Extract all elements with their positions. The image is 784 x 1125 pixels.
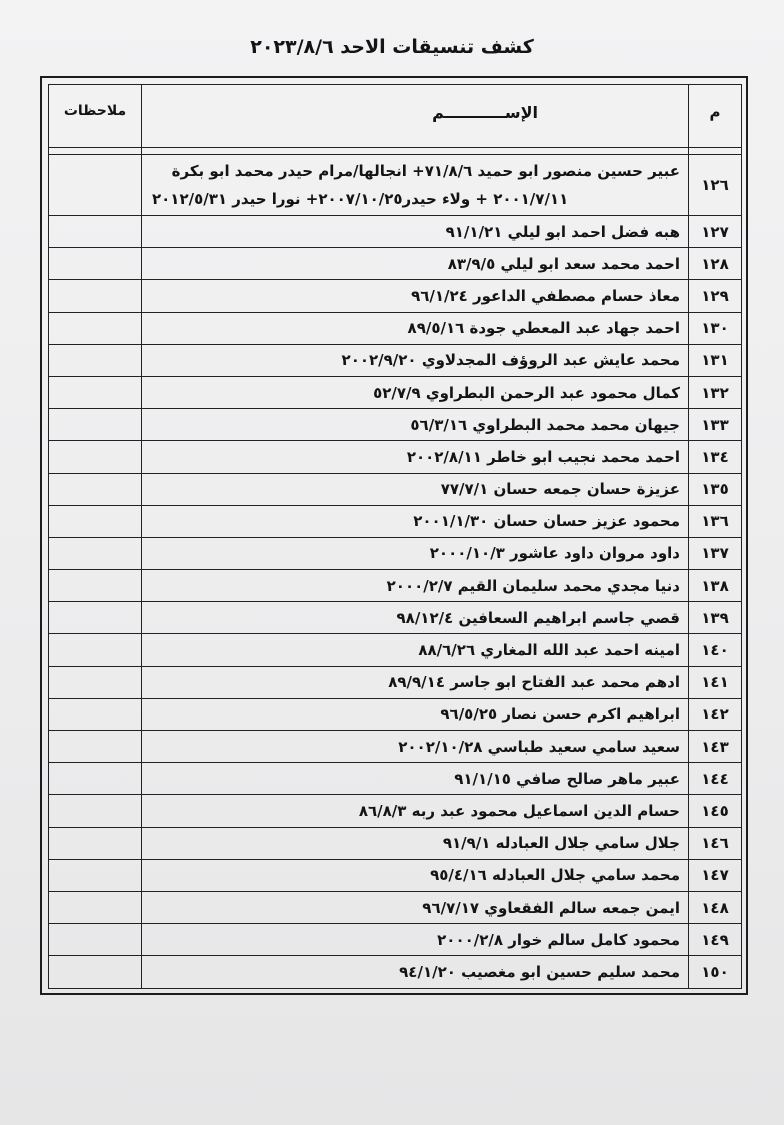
table-row — [49, 409, 742, 441]
row-notes — [49, 216, 142, 248]
row-name: محمد سامي جلال العبادله ٩٥/٤/١٦ — [142, 859, 689, 891]
row-number: ١٣٦ — [689, 505, 742, 537]
row-notes — [49, 763, 142, 795]
row-notes — [49, 344, 142, 376]
table-row — [49, 505, 742, 537]
row-notes — [49, 312, 142, 344]
row-number: ١٣٣ — [689, 409, 742, 441]
table-row — [49, 570, 742, 602]
table-row — [49, 666, 742, 698]
row-number: ١٢٨ — [689, 248, 742, 280]
row-number: ١٤٧ — [689, 859, 742, 891]
row-number: ١٣١ — [689, 344, 742, 376]
row-name: ادهم محمد عبد الفتاح ابو جاسر ٨٩/٩/١٤ — [142, 666, 689, 698]
table-row — [49, 956, 742, 988]
row-number: ١٣٠ — [689, 312, 742, 344]
row-notes — [49, 409, 142, 441]
row-notes — [49, 795, 142, 827]
row-number: ١٣٤ — [689, 441, 742, 473]
row-name: قصي جاسم ابراهيم السعافين ٩٨/١٢/٤ — [142, 602, 689, 634]
row-notes — [49, 537, 142, 569]
row-name: احمد جهاد عبد المعطي جودة ٨٩/٥/١٦ — [142, 312, 689, 344]
row-number: ١٣٢ — [689, 376, 742, 408]
table-row — [49, 441, 742, 473]
row-number: ١٣٥ — [689, 473, 742, 505]
row-number: ١٤١ — [689, 666, 742, 698]
row-name: سعيد سامي سعيد طباسي ٢٠٠٢/١٠/٢٨ — [142, 731, 689, 763]
row-number: ١٢٧ — [689, 216, 742, 248]
row-notes — [49, 956, 142, 988]
table-row — [49, 344, 742, 376]
table-row — [49, 698, 742, 730]
table-row — [49, 795, 742, 827]
row-name: حسام الدين اسماعيل محمود عبد ربه ٨٦/٨/٣ — [142, 795, 689, 827]
row-name: محمد سليم حسين ابو مغصيب ٩٤/١/٢٠ — [142, 956, 689, 988]
row-number: ١٥٠ — [689, 956, 742, 988]
row-notes — [49, 376, 142, 408]
row-notes — [49, 666, 142, 698]
row-number: ١٤٦ — [689, 827, 742, 859]
table-row — [49, 280, 742, 312]
row-name: كمال محمود عبد الرحمن البطراوي ٥٢/٧/٩ — [142, 376, 689, 408]
table-row — [49, 763, 742, 795]
table-row — [49, 891, 742, 923]
row-number: ١٤٩ — [689, 924, 742, 956]
table-row — [49, 859, 742, 891]
header-name: الإســـــــــــم — [142, 85, 689, 148]
row-notes — [49, 634, 142, 666]
row-name: جيهان محمد محمد البطراوي ٥٦/٣/١٦ — [142, 409, 689, 441]
row-name-line-1: عبير حسين منصور ابو حميد ٧١/٨/٦+ انجالها/مرام حيدر محمد ابو بكرة — [171, 162, 680, 180]
table-row — [49, 473, 742, 505]
row-notes — [49, 891, 142, 923]
row-notes — [49, 859, 142, 891]
row-notes — [49, 441, 142, 473]
row-name: محمد عايش عبد الروؤف المجدلاوي ٢٠٠٢/٩/٢٠ — [142, 344, 689, 376]
row-name: داود مروان داود عاشور ٢٠٠٠/١٠/٣ — [142, 537, 689, 569]
row-number: ١٤٨ — [689, 891, 742, 923]
header-num: م — [689, 85, 742, 148]
table-row — [49, 216, 742, 248]
page-title: كشف تنسيقات الاحد ٢٠٢٣/٨/٦ — [250, 36, 534, 58]
row-name: ابراهيم اكرم حسن نصار ٩٦/٥/٢٥ — [142, 698, 689, 730]
row-notes — [49, 698, 142, 730]
row-name: دنيا مجدي محمد سليمان القيم ٢٠٠٠/٢/٧ — [142, 570, 689, 602]
row-name: جلال سامي جلال العبادله ٩١/٩/١ — [142, 827, 689, 859]
row-name: احمد محمد نجيب ابو خاطر ٢٠٠٢/٨/١١ — [142, 441, 689, 473]
table-header-row — [49, 85, 742, 148]
row-number: ١٣٨ — [689, 570, 742, 602]
row-notes — [49, 602, 142, 634]
row-notes — [49, 505, 142, 537]
row-number: ١٤٤ — [689, 763, 742, 795]
table-row — [49, 924, 742, 956]
row-name: عبير ماهر صالح صافي ٩١/١/١٥ — [142, 763, 689, 795]
row-number: ١٤٠ — [689, 634, 742, 666]
row-notes — [49, 924, 142, 956]
row-name: عزيزة حسان جمعه حسان ٧٧/٧/١ — [142, 473, 689, 505]
row-number: ١٤٥ — [689, 795, 742, 827]
table-row — [49, 731, 742, 763]
row-notes — [49, 827, 142, 859]
table-frame — [40, 76, 748, 995]
row-name: محمود كامل سالم خوار ٢٠٠٠/٢/٨ — [142, 924, 689, 956]
row-number: ١٣٩ — [689, 602, 742, 634]
table-body — [49, 148, 742, 989]
header-gap — [49, 148, 742, 155]
row-notes — [49, 570, 142, 602]
row-name: محمود عزيز حسان حسان ٢٠٠١/١/٣٠ — [142, 505, 689, 537]
row-notes — [49, 155, 142, 216]
table-row — [49, 312, 742, 344]
row-number: ١٢٩ — [689, 280, 742, 312]
table-row — [49, 248, 742, 280]
row-name: معاذ حسام مصطفي الداعور ٩٦/١/٢٤ — [142, 280, 689, 312]
row-notes — [49, 248, 142, 280]
table-row — [49, 602, 742, 634]
names-table — [48, 84, 742, 989]
row-name: ايمن جمعه سالم الفقعاوي ٩٦/٧/١٧ — [142, 891, 689, 923]
row-name: احمد محمد سعد ابو ليلي ٨٣/٩/٥ — [142, 248, 689, 280]
table-row — [49, 376, 742, 408]
table-row — [49, 827, 742, 859]
table-row — [49, 634, 742, 666]
table-row — [49, 537, 742, 569]
header-notes: ملاحظات — [49, 85, 142, 148]
row-notes — [49, 473, 142, 505]
row-name — [142, 155, 689, 216]
row-name: امينه احمد عبد الله المغاري ٨٨/٦/٢٦ — [142, 634, 689, 666]
row-notes — [49, 731, 142, 763]
row-name-line-2: ٢٠٠١/٧/١١ + ولاء حيدر٢٠٠٧/١٠/٢٥+ نورا حيدر ٢٠١٢/٥/٣١ — [152, 190, 569, 208]
row-number: ١٤٣ — [689, 731, 742, 763]
row-number: ١٢٦ — [689, 155, 742, 216]
row-number: ١٣٧ — [689, 537, 742, 569]
row-number: ١٤٢ — [689, 698, 742, 730]
row-name: هبه فضل احمد ابو ليلي ٩١/١/٢١ — [142, 216, 689, 248]
table-row — [49, 155, 742, 216]
row-notes — [49, 280, 142, 312]
